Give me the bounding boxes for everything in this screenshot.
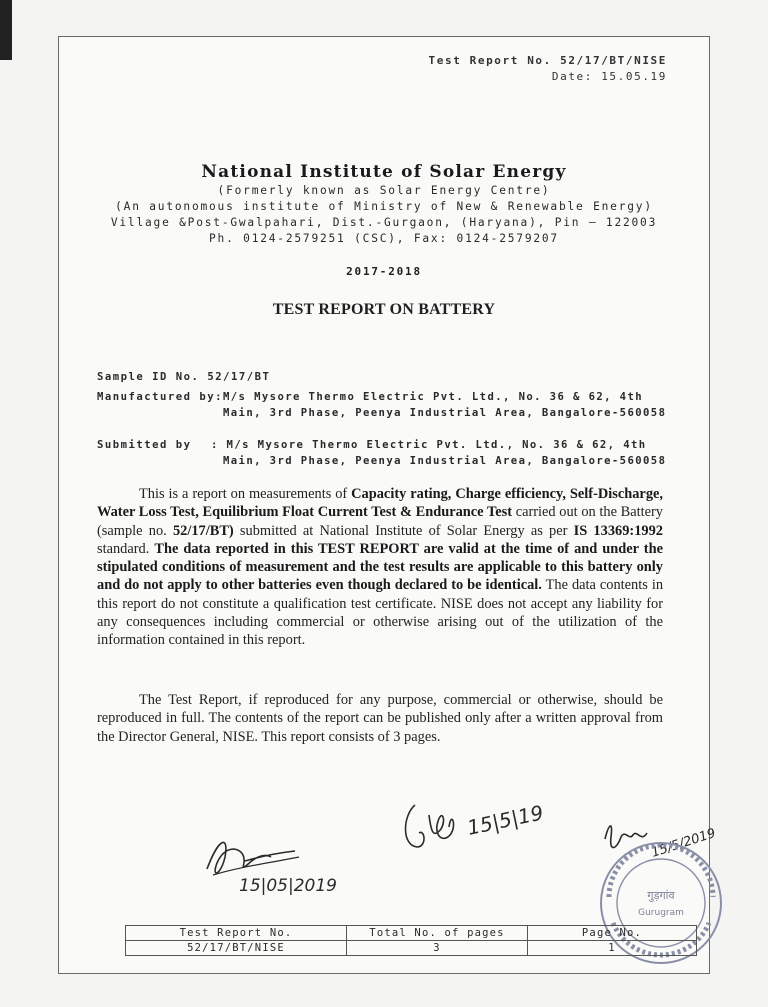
para1-text-1: This is a report on measurements of <box>139 486 352 502</box>
report-footer-table <box>125 925 697 956</box>
manufactured-label: Manufactured by: <box>97 391 224 403</box>
footer-header-row <box>126 926 697 941</box>
submitter-line-1: : M/s Mysore Thermo Electric Pvt. Ltd., No. 36 & 62, 4th <box>211 439 647 451</box>
institute-name: National Institute of Solar Energy <box>201 162 567 182</box>
footer-total-pages-value: 3 <box>347 941 528 956</box>
submitter-line-2: Main, 3rd Phase, Peenya Industrial Area, Bangalore-560058 <box>223 455 667 467</box>
manufacturer-address <box>223 389 666 421</box>
footer-total-pages-header: Total No. of pages <box>347 926 528 941</box>
institute-formerly: (Formerly known as Solar Energy Centre) <box>217 184 551 197</box>
para1-text-2: carried out on the Battery (sample no. <box>97 504 663 539</box>
submitted-label: Submitted by <box>97 439 192 451</box>
signature-center <box>397 785 567 865</box>
report-year: 2017-2018 <box>346 265 422 278</box>
footer-page-no-value: 1 <box>528 941 697 956</box>
para1-bold-validity: The data reported in this TEST REPORT are valid at the time of and under the stipulated conditions of measurement and the test results are applicable to this battery only and do not apply to other batteries even though declared to be identical. <box>97 540 663 594</box>
signature-left-date: 15|05|2019 <box>239 876 337 896</box>
footer-report-no-value: 52/17/BT/NISE <box>126 941 347 956</box>
scan-edge-shadow <box>0 0 12 60</box>
para1-bold-sample: 52/17/BT) <box>172 522 234 539</box>
report-description-paragraph <box>97 485 663 650</box>
page-title: TEST REPORT ON BATTERY <box>272 301 496 318</box>
report-reference <box>429 53 667 85</box>
para1-bold-tests: Capacity rating, Charge efficiency, Self-Discharge, Water Loss Test, Equilibrium Float Current Test & Endurance Test <box>97 486 663 521</box>
sample-id-value: 52/17/BT <box>207 371 271 383</box>
footer-page-no-header: Page No. <box>528 926 697 941</box>
signature-center-date: 15|5|19 <box>465 800 546 840</box>
institute-phone: Ph. 0124-2579251 (CSC), Fax: 0124-2579207 <box>209 232 559 245</box>
report-page <box>58 36 718 974</box>
para1-text-4: standard. <box>97 540 155 557</box>
signature-left <box>199 827 349 897</box>
sample-id <box>97 369 270 385</box>
stamp-subtext: Gurugram <box>638 908 684 918</box>
signature-right-date: 15/5/2019 <box>649 825 718 861</box>
sample-id-label: Sample ID No. <box>97 371 200 383</box>
para1-bold-standard: IS 13369:1992 <box>573 522 663 539</box>
manufacturer-line-1: M/s Mysore Thermo Electric Pvt. Ltd., No. 36 & 62, 4th <box>223 391 644 403</box>
institute-header <box>59 161 709 247</box>
report-date: Date: 15.05.19 <box>551 70 667 83</box>
institute-address: Village &Post-Gwalpahari, Dist.-Gurgaon, (Haryana), Pin – 122003 <box>110 216 658 229</box>
institute-autonomous: (An autonomous institute of Ministry of New & Renewable Energy) <box>115 200 653 213</box>
manufacturer-line-2: Main, 3rd Phase, Peenya Industrial Area, Bangalore-560058 <box>223 407 667 419</box>
submitter-address <box>211 437 666 469</box>
reproduction-paragraph: The Test Report, if reproduced for any purpose, commercial or otherwise, should be reproduced in full. The contents of the report can be published only after a written approval from the Director General, NISE. This report consists of 3 pages. <box>97 692 663 745</box>
para1-text-3: submitted at National Institute of Solar Energy as per <box>233 522 574 539</box>
stamp-text: गुड़गांव <box>647 889 675 902</box>
footer-value-row <box>126 941 697 956</box>
report-number: Test Report No. 52/17/BT/NISE <box>428 54 667 67</box>
para1-text-5: The data contents in this report do not constitute a qualification test certificate. NISE does not accept any liability for any consequences including commercial or otherwise arising out of the utilization of the information contained in this report. <box>97 577 664 649</box>
footer-report-no-header: Test Report No. <box>126 926 347 941</box>
